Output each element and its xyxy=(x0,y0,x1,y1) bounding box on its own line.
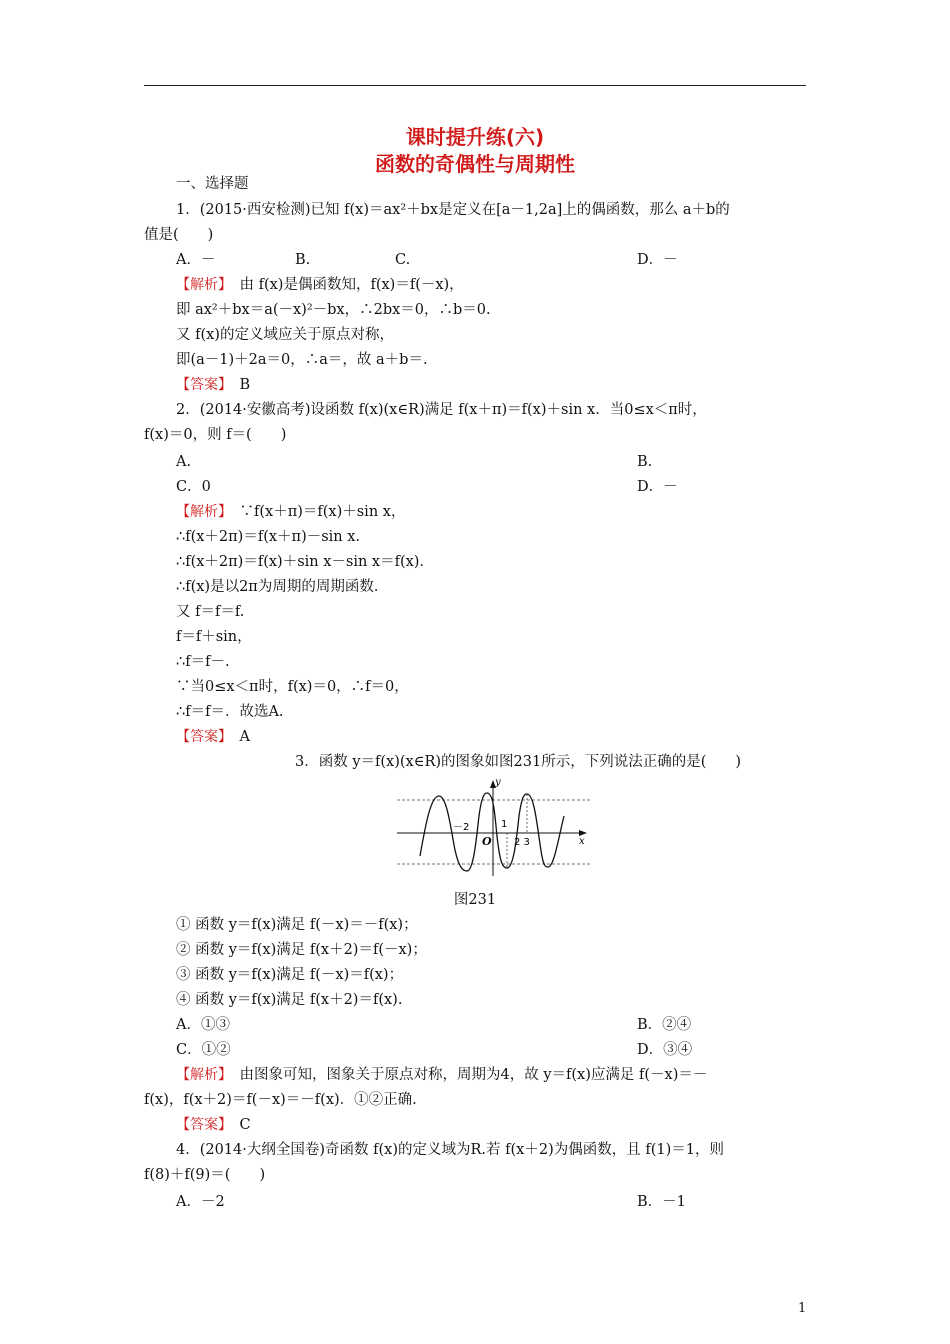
answer-tag: 【解析】 xyxy=(176,1067,225,1083)
line-text: f(8)＋f(9)＝( ) xyxy=(144,1167,266,1183)
line-text: A．－2 xyxy=(176,1194,225,1210)
line-text: B．②④ xyxy=(637,1017,692,1033)
text-line xyxy=(176,1140,724,1160)
page-subtitle: 函数的奇偶性与周期性 xyxy=(375,152,575,176)
line-text: D．－ xyxy=(637,252,678,268)
line-text: 值是( ) xyxy=(144,227,214,243)
tick-label-2-3: 2 3 xyxy=(514,837,530,848)
page-number: 1 xyxy=(798,1301,807,1316)
line-text: C. xyxy=(395,252,411,268)
text-line xyxy=(176,200,730,220)
text-line xyxy=(176,577,388,597)
text-line xyxy=(176,477,211,497)
text-line xyxy=(176,552,434,572)
text-line xyxy=(176,652,230,672)
line-text: ② 函数 y＝f(x)满足 f(x＋2)＝f(－x)； xyxy=(176,942,427,958)
text-line xyxy=(176,400,707,420)
header-rule xyxy=(144,85,806,86)
line-text: C xyxy=(225,1117,251,1133)
text-line xyxy=(176,727,250,747)
line-text: A．①③ xyxy=(176,1017,230,1033)
curve xyxy=(420,793,564,871)
text-line xyxy=(176,1015,230,1035)
line-text: f(x)，f(x＋2)＝f(－x)＝－f(x)．①②正确. xyxy=(144,1092,417,1108)
text-line xyxy=(176,677,409,697)
line-text: ③ 函数 y＝f(x)满足 f(－x)＝f(x)； xyxy=(176,967,404,983)
text-line xyxy=(637,477,678,497)
line-text: D．－ xyxy=(637,479,678,495)
text-line xyxy=(176,602,244,622)
tick-label-1: 1 xyxy=(501,819,508,830)
line-text: A xyxy=(225,729,250,745)
line-text: 1．(2015·西安检测)已知 f(x)＝ax²＋bx是定义在[a－1,2a]上的偶函数，那么 a＋b的 xyxy=(176,202,730,218)
line-text: B. xyxy=(637,454,653,470)
line-text: B．－1 xyxy=(637,1194,686,1210)
line-text: ∵当0≤x＜π时，f(x)＝0，∴f＝0， xyxy=(176,679,409,695)
text-line xyxy=(637,1040,692,1060)
text-line xyxy=(176,1040,231,1060)
line-text: ∴f＝f＝．故选A. xyxy=(176,704,284,720)
text-line xyxy=(176,250,215,270)
answer-tag: 【解析】 xyxy=(176,504,225,520)
text-line xyxy=(144,1165,265,1185)
answer-tag: 【答案】 xyxy=(176,729,225,745)
page-title: 课时提升练(六) xyxy=(405,125,545,149)
text-line xyxy=(176,990,402,1010)
line-text: f(x)＝0，则 f＝( ) xyxy=(144,427,287,443)
line-text: 3．函数 y＝f(x)(x∈R)的图象如图231所示，下列说法正确的是( ) xyxy=(295,754,742,770)
line-text: 4．(2014·大纲全国卷)奇函数 f(x)的定义域为R.若 f(x＋2)为偶函数，且 f(1)＝1，则 xyxy=(176,1142,724,1158)
line-text: ∴f(x)是以2π为周期的周期函数． xyxy=(176,579,389,595)
line-text: 又 f＝f＝f. xyxy=(176,604,245,620)
text-line xyxy=(176,350,428,370)
line-text: 2．(2014·安徽高考)设函数 f(x)(x∈R)满足 f(x＋π)＝f(x)＋sin x．当0≤x＜π时， xyxy=(176,402,707,418)
text-line xyxy=(637,1015,691,1035)
y-axis-label: y xyxy=(495,777,501,788)
line-text: 由 f(x)是偶函数知，f(x)＝f(－x)， xyxy=(225,277,464,293)
line-text: B xyxy=(225,377,251,393)
text-line xyxy=(295,752,741,772)
figure-caption: 图231 xyxy=(453,892,497,908)
text-line xyxy=(144,425,286,445)
text-line xyxy=(637,1192,686,1212)
line-text: ④ 函数 y＝f(x)满足 f(x＋2)＝f(x). xyxy=(176,992,403,1008)
text-line xyxy=(176,940,427,960)
text-line xyxy=(637,452,652,472)
text-line xyxy=(176,527,360,547)
line-text: C．①② xyxy=(176,1042,231,1058)
line-text: A．－ xyxy=(176,252,216,268)
text-line xyxy=(395,250,410,270)
line-text: 即(a－1)＋2a＝0，∴a＝，故 a＋b＝. xyxy=(176,352,428,368)
text-line xyxy=(144,1090,417,1110)
text-line xyxy=(176,627,252,647)
answer-tag: 【答案】 xyxy=(176,1117,225,1133)
text-line xyxy=(295,250,310,270)
text-line xyxy=(637,250,678,270)
answer-tag: 【解析】 xyxy=(176,277,225,293)
line-text: D．③④ xyxy=(637,1042,693,1058)
line-text: C．0 xyxy=(176,479,211,495)
line-text: ∴f(x＋2π)＝f(x)＋sin x－sin x＝f(x)． xyxy=(176,554,434,570)
text-line xyxy=(176,452,191,472)
text-line xyxy=(176,1065,707,1085)
line-text: f＝f＋sin， xyxy=(176,629,252,645)
line-text: ① 函数 y＝f(x)满足 f(－x)＝－f(x)； xyxy=(176,917,418,933)
line-text: 又 f(x)的定义域应关于原点对称， xyxy=(176,327,394,343)
origin-label: O xyxy=(482,835,492,848)
line-text: ∴f(x＋2π)＝f(x＋π)－sin x. xyxy=(176,529,361,545)
text-line xyxy=(176,300,491,320)
x-axis-label: x xyxy=(579,836,585,847)
line-text: B. xyxy=(295,252,311,268)
line-text: A. xyxy=(176,454,192,470)
text-line xyxy=(176,502,405,522)
text-line xyxy=(176,1115,251,1135)
text-line xyxy=(176,1192,225,1212)
text-line xyxy=(176,275,464,295)
tick-label-neg2: －2 xyxy=(453,822,470,833)
section-heading: 一、选择题 xyxy=(176,176,249,192)
text-line xyxy=(176,702,284,722)
text-line xyxy=(176,915,418,935)
line-text: 由图象可知，图象关于原点对称，周期为4，故 y＝f(x)应满足 f(－x)＝－ xyxy=(225,1067,708,1083)
text-line xyxy=(144,225,213,245)
text-line xyxy=(176,965,403,985)
answer-tag: 【答案】 xyxy=(176,377,225,393)
text-line xyxy=(176,325,394,345)
function-graph xyxy=(395,772,595,880)
line-text: 即 ax²＋bx＝a(－x)²－bx，∴2bx＝0，∴b＝0. xyxy=(176,302,491,318)
line-text: ∴f＝f－. xyxy=(176,654,230,670)
text-line xyxy=(176,375,250,395)
line-text: ∵f(x＋π)＝f(x)＋sin x， xyxy=(225,504,406,520)
